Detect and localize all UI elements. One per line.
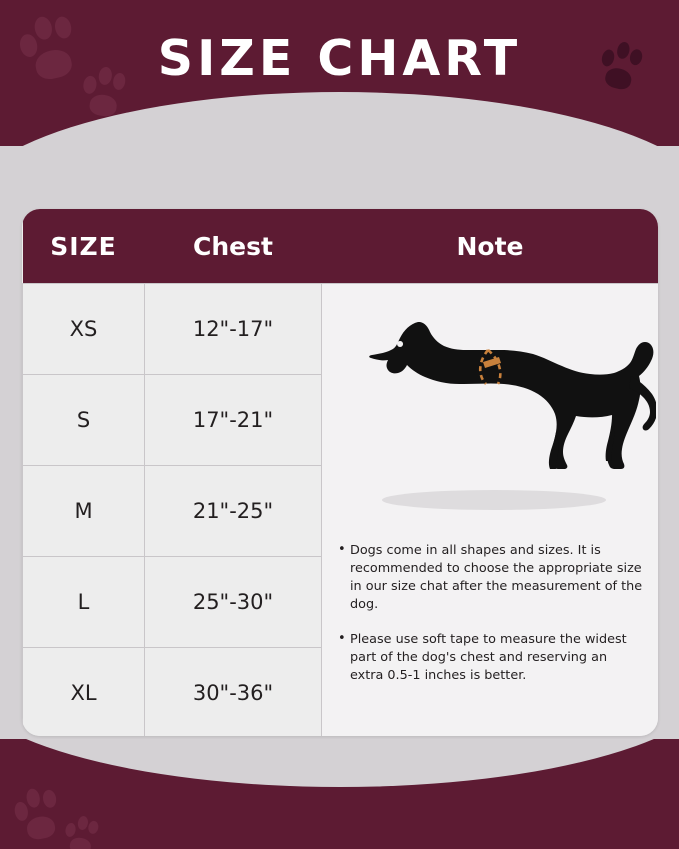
cell-chest: 25"-30"	[145, 557, 322, 648]
size-chart-table-container	[22, 209, 658, 736]
table-body	[23, 284, 659, 737]
note-column	[322, 284, 659, 737]
table-header	[23, 209, 659, 284]
page-title: SIZE CHART	[157, 30, 522, 87]
paw-print-icon	[61, 810, 104, 849]
note-bullet-list	[338, 542, 644, 685]
cell-chest: 30"-36"	[145, 648, 322, 737]
table-header-row	[23, 209, 659, 284]
cell-chest: 21"-25"	[145, 466, 322, 557]
cell-size: L	[23, 557, 145, 648]
note-bullet: • Please use soft tape to measure the widest part of the dog's chest and reserving an extra 0.5-1 inches is better.	[338, 631, 644, 685]
footer-banner	[0, 739, 679, 849]
table-row	[23, 284, 659, 375]
cell-size: XS	[23, 284, 145, 375]
paw-print-icon	[10, 779, 67, 842]
header-curve-divider	[0, 92, 679, 146]
size-chart-table	[22, 209, 658, 736]
cell-size: XL	[23, 648, 145, 737]
column-header-size: SIZE	[23, 209, 145, 284]
column-header-note: Note	[322, 209, 659, 284]
cell-size: S	[23, 375, 145, 466]
cell-size: M	[23, 466, 145, 557]
cell-chest: 17"-21"	[145, 375, 322, 466]
column-header-chest: Chest	[145, 209, 322, 284]
header-banner	[0, 0, 679, 146]
cell-chest: 12"-17"	[145, 284, 322, 375]
dog-silhouette-icon	[366, 314, 656, 504]
dog-illustration	[338, 292, 644, 542]
footer-curve-divider	[0, 739, 679, 787]
note-bullet: • Dogs come in all shapes and sizes. It is recommended to choose the appropriate size in our size chat after the measurement of the dog.	[338, 542, 644, 615]
